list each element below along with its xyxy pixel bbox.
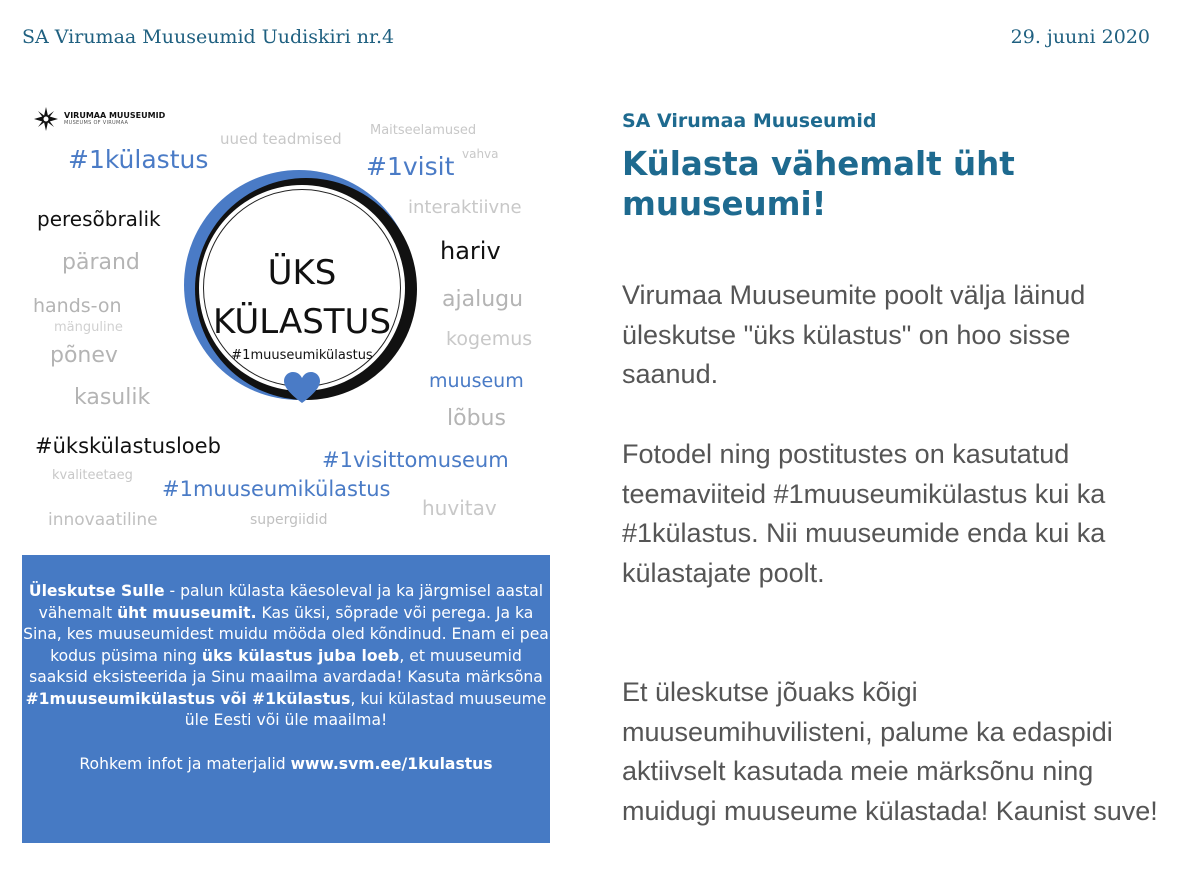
article-paragraph: Fotodel ning postitustes on kasutatud teemaviiteid #1muuseumikülastus kui ka #1külastus. Nii muuseumide enda kui ka külastajate poolt. xyxy=(622,439,1106,588)
word-cloud-item: muuseum xyxy=(429,370,524,392)
word-cloud-item: #1külastus xyxy=(68,145,209,174)
emblem-line1: ÜKS xyxy=(267,253,337,293)
word-cloud-item: kvaliteetaeg xyxy=(52,468,133,483)
call-to-action-text: Üleskutse Sulle - palun külasta käesoleval ja ka järgmisel aastal vähemalt üht muuseumit. Kas üksi, sõprade või perega. Ja ka Sina, kes muuseumidest muidu mööda oled kõndinud. Enam ei pea kodus püsima ning üks külastus juba loeb, et muuseumid saaksid eksisteerida ja Sinu maailma avardada! Kasuta märksõna #1muuseumikülastus või #1külastus, kui külastad muuseume üle Eesti või üle maailma! xyxy=(23,582,549,729)
word-cloud-item: huvitav xyxy=(422,496,497,520)
word-cloud-item: uued teadmised xyxy=(220,130,342,148)
logo-subtitle: MUSEUMS OF VIRUMAA xyxy=(64,119,129,126)
word-cloud-item: supergiidid xyxy=(250,512,328,528)
word-cloud-item: pärand xyxy=(62,250,140,275)
article-paragraph: Virumaa Muuseumite poolt välja läinud üleskutse "üks külastus" on hoo sisse saanud. xyxy=(622,280,1086,389)
word-cloud-item: kogemus xyxy=(446,328,533,350)
word-cloud-item: lõbus xyxy=(447,406,506,431)
word-cloud-item: interaktiivne xyxy=(408,197,522,218)
article-title: Külasta vähemalt üht muuseumi! xyxy=(622,145,1015,223)
emblem-hashtag: #1muuseumikülastus xyxy=(231,348,373,363)
star-logo-icon xyxy=(34,107,58,131)
newsletter-title: SA Virumaa Muuseumid Uudiskiri nr.4 xyxy=(22,26,395,48)
word-cloud-item: innovaatiline xyxy=(48,510,158,530)
heart-icon xyxy=(284,372,320,404)
word-cloud-item: #1visit xyxy=(366,152,455,181)
emblem-line2: KÜLASTUS xyxy=(212,302,392,342)
word-cloud-item: #1visittomuseum xyxy=(322,448,509,472)
word-cloud-item: Maitseelamused xyxy=(370,123,477,138)
word-cloud-item: põnev xyxy=(50,343,118,368)
word-cloud-item: mänguline xyxy=(54,320,123,335)
newsletter-date: 29. juuni 2020 xyxy=(1010,26,1150,48)
article-paragraph: Et üleskutse jõuaks kõigi muuseumihuvilisteni, palume ka edaspidi aktiivselt kasutada meie märksõnu ning muidugi muuseume külastada! Kaunist suve! xyxy=(622,677,1158,826)
word-cloud-item: vahva xyxy=(462,147,499,161)
campaign-poster-image xyxy=(22,95,550,555)
more-info-line: Rohkem infot ja materjalid www.svm.ee/1kulastus xyxy=(79,754,493,773)
word-cloud-item: kasulik xyxy=(74,385,151,410)
word-cloud-item: ajalugu xyxy=(442,287,524,312)
more-info-link: www.svm.ee/1kulastus xyxy=(290,754,493,773)
word-cloud-item: hands-on xyxy=(33,295,122,317)
call-to-action-box xyxy=(22,555,550,843)
campaign-emblem xyxy=(184,170,420,406)
word-cloud-item: hariv xyxy=(440,237,501,265)
word-cloud-item: peresõbralik xyxy=(37,207,161,231)
word-cloud-item: #ükskülastusloeb xyxy=(35,434,221,458)
article-organization: SA Virumaa Muuseumid xyxy=(622,110,877,132)
logo-title: VIRUMAA MUUSEUMID xyxy=(64,111,166,121)
museum-logo xyxy=(34,107,165,131)
word-cloud-item: #1muuseumikülastus xyxy=(162,477,391,501)
